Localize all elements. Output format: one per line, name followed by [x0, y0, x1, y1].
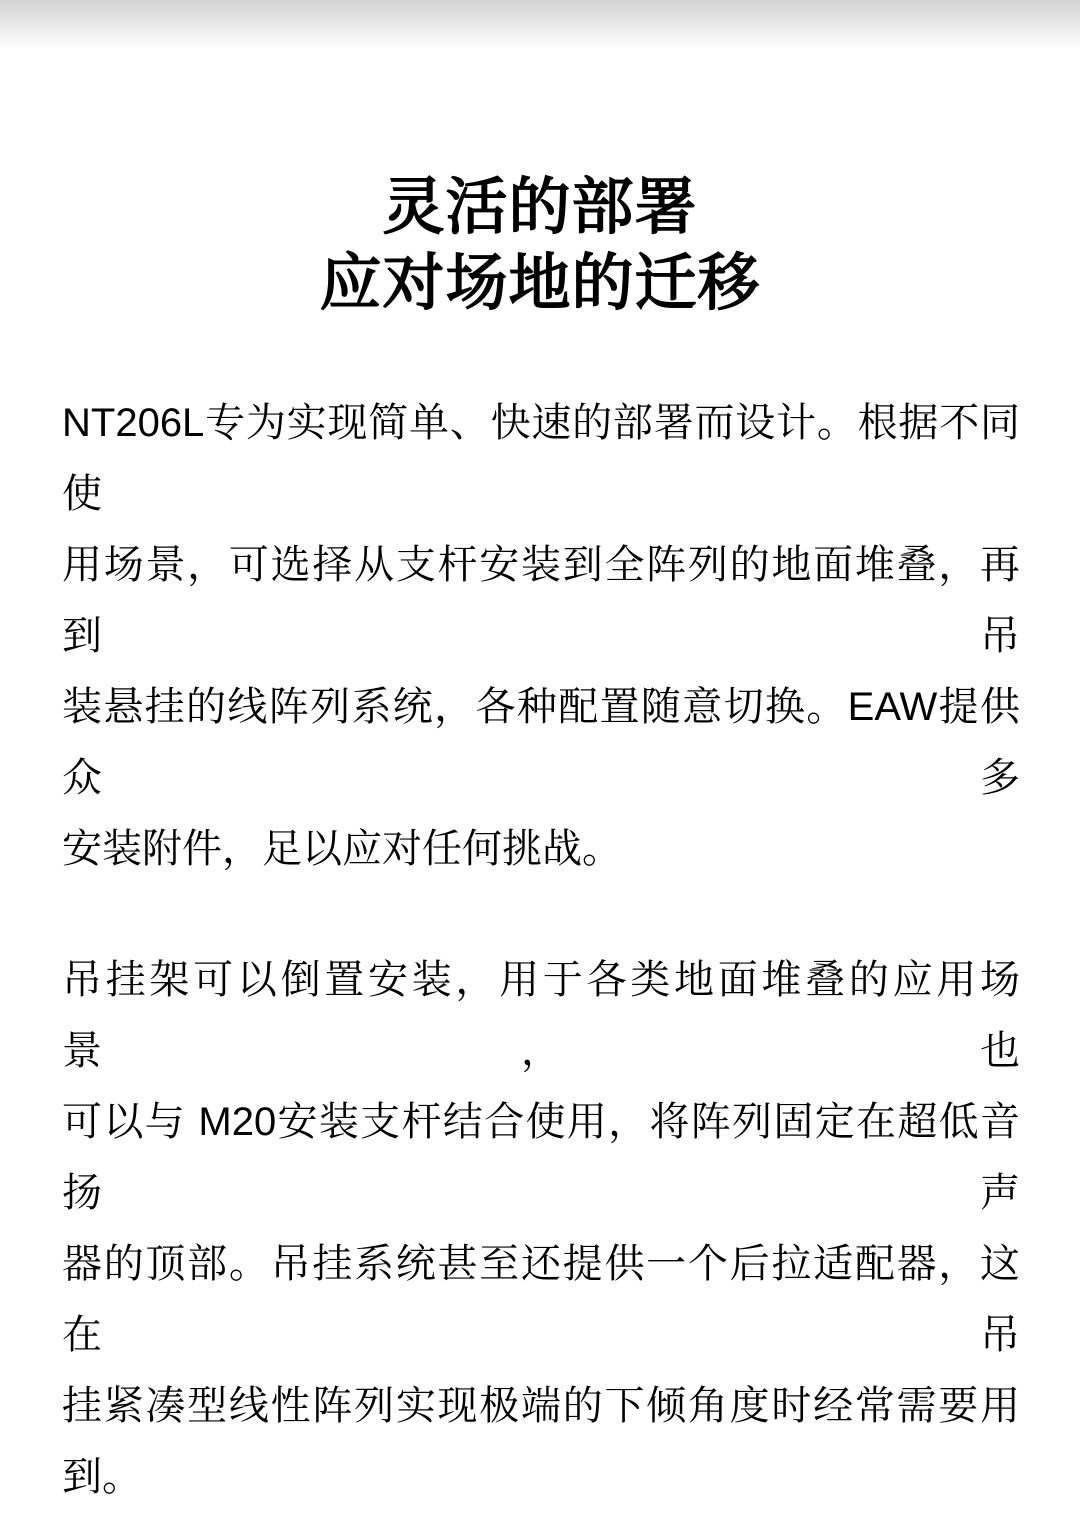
section-title-line: 灵活的部署	[382, 173, 698, 242]
paragraph-rigging	[62, 945, 1020, 1513]
section-title-line: 应对场地的迁移	[319, 249, 761, 318]
paragraph-rigging-line: 器的顶部。吊挂系统甚至还提供一个后拉适配器，这在吊	[62, 1242, 1020, 1357]
paragraph-rigging-line: 挂紧凑型线性阵列实现极端的下倾角度时经常需要用到。	[62, 1384, 1020, 1499]
section-title	[0, 170, 1080, 322]
paragraph-deployment	[62, 388, 1020, 885]
paragraph-rigging-line: 吊挂架可以倒置安装，用于各类地面堆叠的应用场景，也	[62, 958, 1020, 1073]
paragraph-deployment-line: 用场景，可选择从支杆安装到全阵列的地面堆叠，再到吊	[62, 543, 1020, 658]
paragraph-rigging-line: 可以与 M20安装支杆结合使用，将阵列固定在超低音扬声	[62, 1100, 1020, 1215]
paragraph-deployment-line: 装悬挂的线阵列系统，各种配置随意切换。EAW提供众多	[62, 685, 1020, 800]
paragraph-deployment-line: NT206L专为实现简单、快速的部署而设计。根据不同使	[62, 401, 1020, 516]
paragraph-deployment-line: 安装附件，足以应对任何挑战。	[62, 827, 622, 871]
